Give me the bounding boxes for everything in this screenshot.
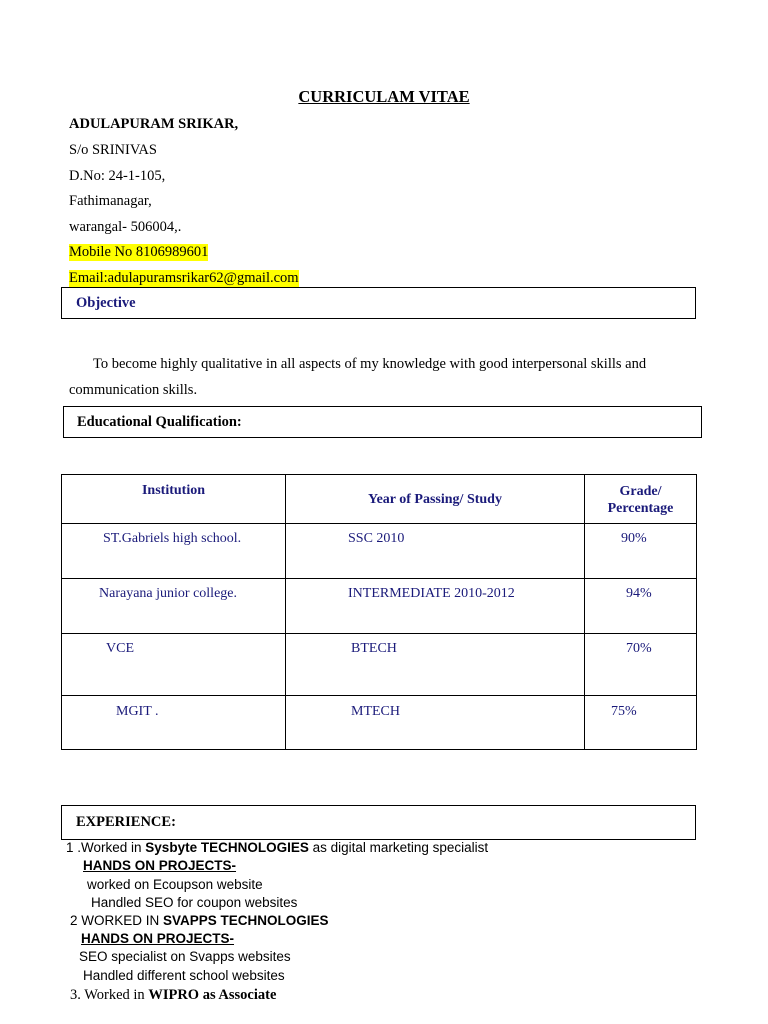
table-header-row (62, 475, 697, 524)
cell-institution: ST.Gabriels high school. (62, 524, 286, 579)
address-city: warangal- 506004,. (69, 219, 182, 235)
cell-year: MTECH (286, 696, 585, 750)
address-area: Fathimanagar, (69, 193, 152, 209)
candidate-name: ADULAPURAM SRIKAR, (69, 116, 239, 132)
objective-box (61, 287, 696, 319)
job-2-project-item: Handled different school websites (83, 968, 285, 983)
cell-grade: 75% (585, 696, 697, 750)
experience-heading: EXPERIENCE: (76, 814, 176, 830)
objective-line-2: communication skills. (69, 382, 198, 398)
education-table (61, 474, 697, 750)
cell-institution: MGIT . (62, 696, 286, 750)
cell-grade: 90% (585, 524, 697, 579)
table-row (62, 634, 697, 696)
job-3-company: WIPRO as Associate (148, 987, 277, 1003)
education-heading: Educational Qualification: (77, 414, 242, 430)
job-2-company: SVAPPS TECHNOLOGIES (163, 913, 329, 928)
parent-name: S/o SRINIVAS (69, 142, 157, 158)
job-1-project-item: worked on Ecoupson website (87, 877, 263, 892)
cell-year: BTECH (286, 634, 585, 696)
document-title: CURRICULAM VITAE (298, 87, 470, 106)
education-box (63, 406, 702, 438)
job-2-line: 2 WORKED IN SVAPPS TECHNOLOGIES (70, 913, 329, 928)
job-2-project-item: SEO specialist on Svapps websites (79, 949, 291, 964)
cell-year: SSC 2010 (286, 524, 585, 579)
header-grade: Grade/ Percentage (585, 475, 697, 524)
objective-heading: Objective (76, 295, 136, 311)
cell-institution: Narayana junior college. (62, 579, 286, 634)
job-1-company: Sysbyte TECHNOLOGIES (145, 840, 309, 855)
job-3-line: 3. Worked in WIPRO as Associate (70, 987, 277, 1003)
job-2-projects-label: HANDS ON PROJECTS- (81, 931, 235, 946)
objective-line-1: To become highly qualitative in all aspects of my knowledge with good interpersonal skills and (93, 356, 647, 372)
cell-grade: 94% (585, 579, 697, 634)
mobile-number: Mobile No 8106989601 (69, 244, 209, 260)
cell-grade: 70% (585, 634, 697, 696)
door-number: D.No: 24-1-105, (69, 168, 166, 184)
table-row (62, 524, 697, 579)
email-address: Email:adulapuramsrikar62@gmail.com (69, 270, 299, 286)
cell-year: INTERMEDIATE 2010-2012 (286, 579, 585, 634)
job-1-projects-label: HANDS ON PROJECTS- (83, 858, 237, 873)
cell-institution: VCE (62, 634, 286, 696)
header-institution: Institution (62, 475, 286, 524)
table-row (62, 579, 697, 634)
table-row (62, 696, 697, 750)
header-year: Year of Passing/ Study (286, 475, 585, 524)
job-1-project-item: Handled SEO for coupon websites (91, 895, 298, 910)
experience-box (61, 805, 696, 840)
job-1-line: 1 .Worked in Sysbyte TECHNOLOGIES as digital marketing specialist (66, 840, 489, 855)
